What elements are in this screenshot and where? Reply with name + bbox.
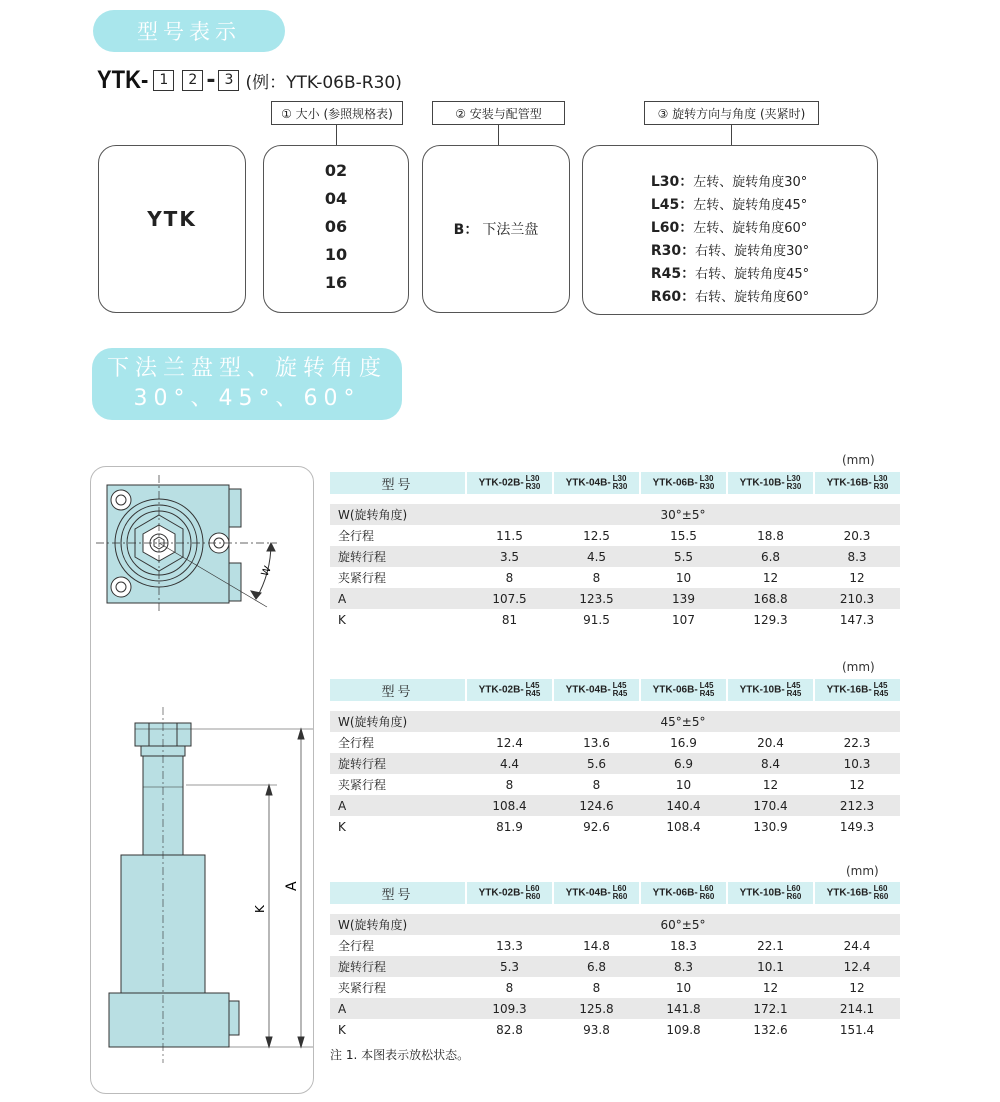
model-dash: -: [206, 68, 216, 93]
model-prefix: YTK-: [97, 66, 149, 94]
section-title-model: 型号表示: [93, 10, 285, 52]
table-row: 夹紧行程 8 8 10 12 12: [338, 980, 865, 995]
direction-item: R60：右转、旋转角度60°: [650, 289, 810, 305]
model-box-2: 2: [182, 70, 203, 91]
connector-size: [336, 125, 337, 145]
header-model-cell: YTK-04B- L30 R30: [553, 472, 640, 494]
direction-item: R30：右转、旋转角度30°: [650, 243, 810, 259]
dim-w-label: W: [259, 564, 274, 579]
model-example: (例：YTK-06B-R30): [245, 73, 402, 93]
size-item: 10: [324, 245, 348, 264]
table-row: K 81.9 92.6 108.4 130.9 149.3: [338, 819, 875, 834]
size-item: 16: [324, 273, 348, 292]
connector-mount: [498, 125, 499, 145]
direction-list: [651, 171, 809, 309]
header-model-cell: YTK-16B- L45 R45: [814, 679, 900, 701]
table-row: 旋转行程 3.5 4.5 5.5 6.8 8.3: [330, 546, 900, 567]
table-row: 全行程 11.5 12.5 15.5 18.8 20.3: [338, 528, 871, 543]
table-row: W(旋转角度) 45°±5°: [330, 711, 900, 732]
header-model-cell: YTK-04B- L45 R45: [553, 679, 640, 701]
side-view: [109, 707, 313, 1063]
table-row: 全行程 12.4 13.6 16.9 20.4 22.3: [338, 735, 871, 750]
connector-direction: [731, 125, 732, 145]
header-model: 型号: [330, 882, 466, 904]
direction-item: L60：左转、旋转角度60°: [650, 220, 808, 236]
spec-table-30: [330, 472, 900, 630]
footnote: 注 1. 本图表示放松状态。: [330, 1048, 470, 1062]
table-row: 夹紧行程 8 8 10 12 12: [338, 777, 865, 792]
box-direction: [582, 145, 878, 315]
box-sizes: [263, 145, 409, 313]
size-item: 02: [324, 161, 348, 180]
table-row: W(旋转角度) 30°±5°: [330, 504, 900, 525]
spec-table-60: [330, 882, 900, 1040]
unit-label: (mm): [842, 660, 875, 674]
model-code-line: [97, 66, 402, 95]
box-mount: [422, 145, 570, 313]
size-item: 06: [324, 217, 348, 236]
ytk-text: YTK: [147, 207, 197, 231]
table-header-row: [330, 882, 900, 904]
size-list: [325, 157, 347, 297]
label-direction: ③ 旋转方向与角度 (夹紧时): [644, 101, 819, 125]
top-view: [96, 475, 277, 613]
mount-code: B：: [453, 222, 479, 238]
size-item: 04: [324, 189, 348, 208]
section-title-flange: [92, 348, 402, 420]
header-model-cell: YTK-06B- L60 R60: [640, 882, 727, 904]
unit-label: (mm): [842, 453, 875, 467]
direction-item: R45：右转、旋转角度45°: [650, 266, 810, 282]
clamp-drawing: [91, 467, 315, 1095]
dim-k-label: K: [253, 905, 267, 913]
table-row: K 82.8 93.8 109.8 132.6 151.4: [338, 1022, 875, 1037]
header-model-cell: YTK-10B- L60 R60: [727, 882, 814, 904]
section-title-line2: 30°、45°、60°: [133, 386, 361, 411]
direction-item: L30：左转、旋转角度30°: [650, 174, 808, 190]
table-header-row: [330, 679, 900, 701]
table-row: A 109.3 125.8 141.8 172.1 214.1: [330, 998, 900, 1019]
header-model-cell: YTK-06B- L30 R30: [640, 472, 727, 494]
table-row: 旋转行程 5.3 6.8 8.3 10.1 12.4: [330, 956, 900, 977]
model-box-1: 1: [153, 70, 174, 91]
header-model-cell: YTK-10B- L45 R45: [727, 679, 814, 701]
spec-table-45: [330, 679, 900, 837]
header-model: 型号: [330, 472, 466, 494]
label-mount: ② 安装与配管型: [432, 101, 565, 125]
table-row: 旋转行程 4.4 5.6 6.9 8.4 10.3: [330, 753, 900, 774]
header-model-cell: YTK-10B- L30 R30: [727, 472, 814, 494]
header-model-cell: YTK-02B- L30 R30: [466, 472, 553, 494]
model-box-3: 3: [218, 70, 239, 91]
table-header-row: [330, 472, 900, 494]
header-model-cell: YTK-04B- L60 R60: [553, 882, 640, 904]
table-row: A 108.4 124.6 140.4 170.4 212.3: [330, 795, 900, 816]
table-row: A 107.5 123.5 139 168.8 210.3: [330, 588, 900, 609]
header-model: 型号: [330, 679, 466, 701]
header-model-cell: YTK-02B- L45 R45: [466, 679, 553, 701]
direction-item: L45：左转、旋转角度45°: [650, 197, 808, 213]
header-model-cell: YTK-02B- L60 R60: [466, 882, 553, 904]
header-model-cell: YTK-16B- L60 R60: [814, 882, 900, 904]
unit-label: (mm): [846, 864, 879, 878]
table-row: W(旋转角度) 60°±5°: [330, 914, 900, 935]
table-row: K 81 91.5 107 129.3 147.3: [338, 612, 875, 627]
dim-a-label: A: [284, 881, 300, 891]
label-size: ① 大小 (参照规格表): [271, 101, 403, 125]
section-title-line1: 下法兰盘型、旋转角度: [106, 356, 387, 381]
header-model-cell: YTK-06B- L45 R45: [640, 679, 727, 701]
mount-text: 下法兰盘: [482, 222, 539, 238]
header-model-cell: YTK-16B- L30 R30: [814, 472, 900, 494]
box-ytk: [98, 145, 246, 313]
drawing-panel: [90, 466, 314, 1094]
table-row: 全行程 13.3 14.8 18.3 22.1 24.4: [338, 938, 871, 953]
table-row: 夹紧行程 8 8 10 12 12: [338, 570, 865, 585]
